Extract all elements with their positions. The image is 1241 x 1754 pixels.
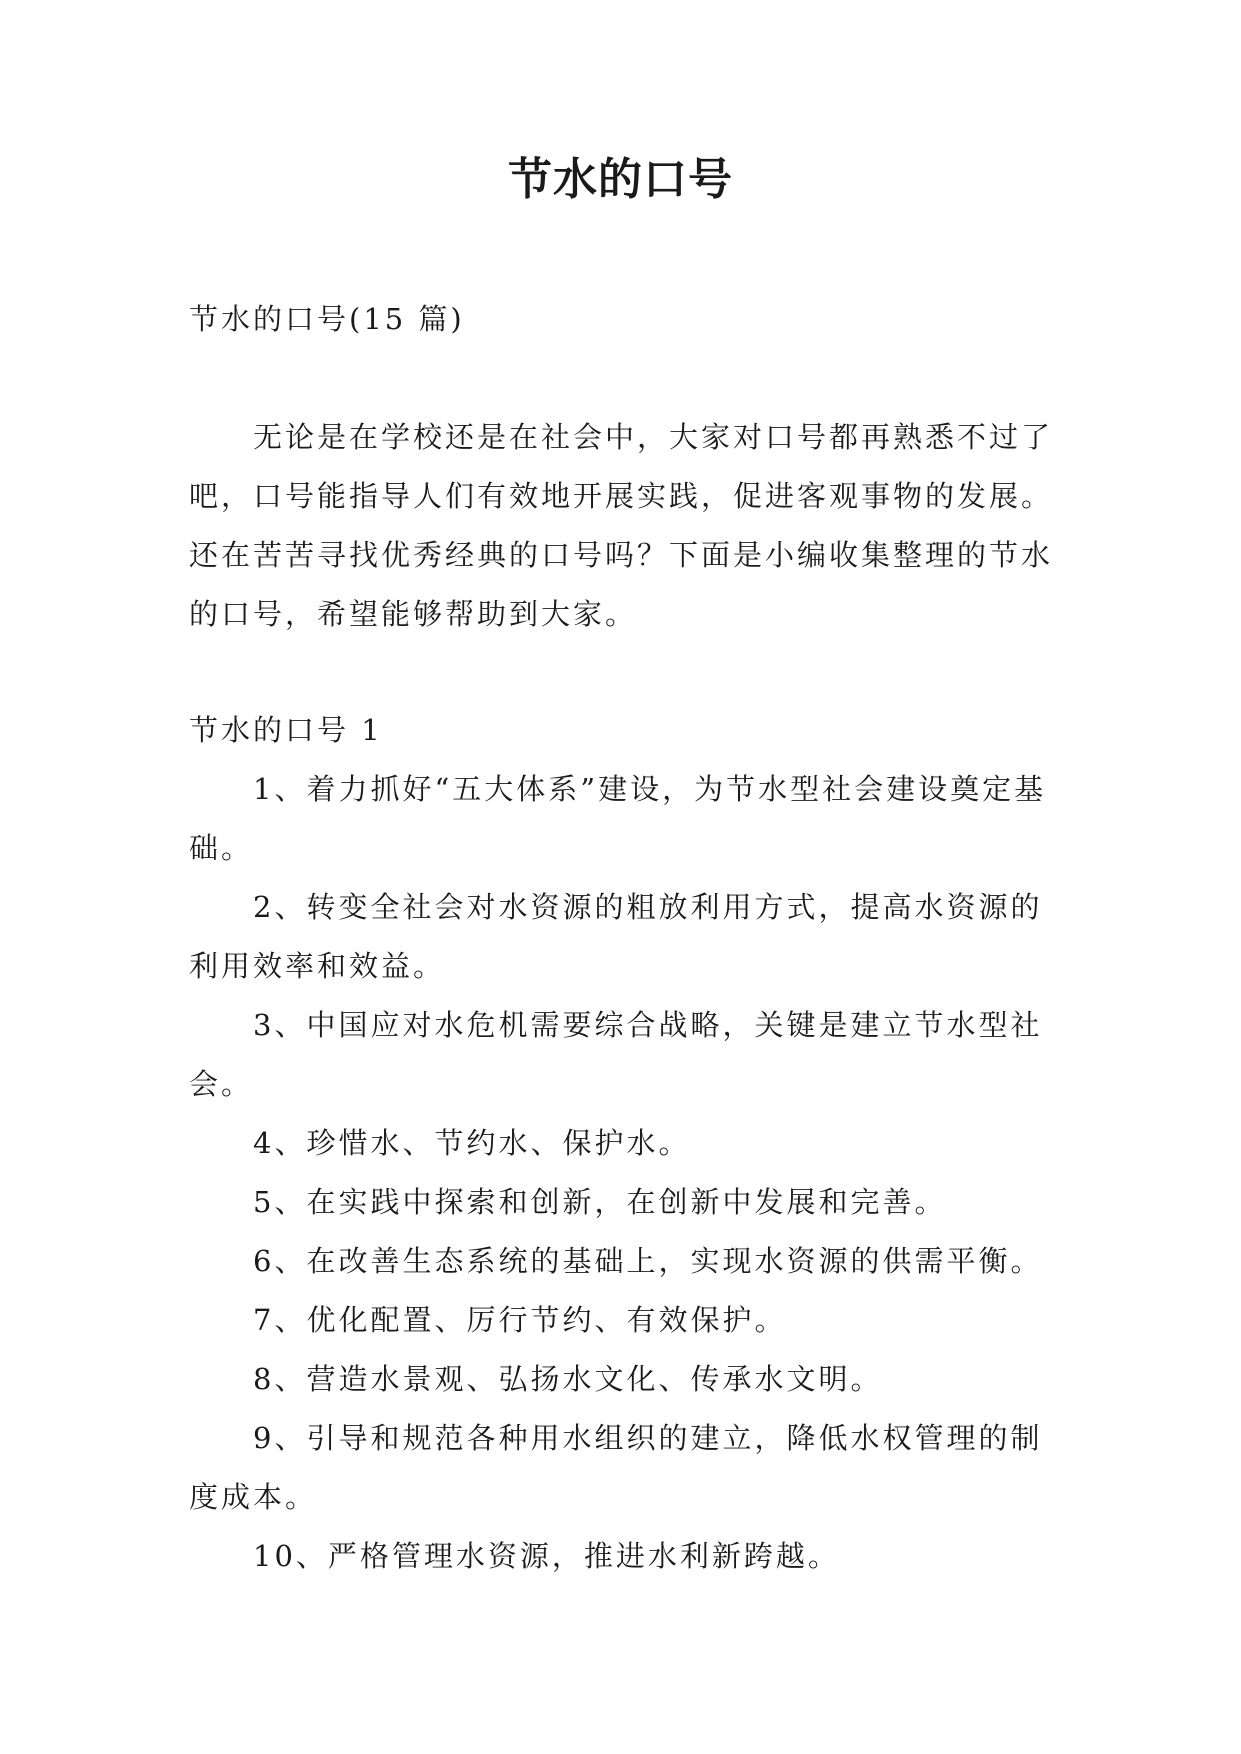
section-heading: 节水的口号 1 [189, 713, 383, 747]
slogan-item-4: 4、珍惜水、节约水、保护水。 [253, 1126, 691, 1160]
slogan-item-7: 7、优化配置、厉行节约、有效保护。 [253, 1303, 787, 1337]
document-title: 节水的口号 [508, 154, 733, 205]
slogan-item-3: 3、中国应对水危机需要综合战略，关键是建立节水型社会。 [189, 1008, 1043, 1101]
document-body [189, 290, 1069, 1586]
slogan-item-9: 9、引导和规范各种用水组织的建立，降低水权管理的制度成本。 [189, 1421, 1043, 1514]
document-subtitle: 节水的口号(15 篇) [189, 302, 465, 336]
slogan-item-1: 1、着力抓好“五大体系”建设，为节水型社会建设奠定基础。 [189, 772, 1047, 865]
slogan-item-8: 8、营造水景观、弘扬水文化、传承水文明。 [253, 1362, 883, 1396]
slogan-item-5: 5、在实践中探索和创新，在创新中发展和完善。 [253, 1185, 947, 1219]
intro-paragraph: 无论是在学校还是在社会中，大家对口号都再熟悉不过了吧，口号能指导人们有效地开展实践，促进客观事物的发展。还在苦苦寻找优秀经典的口号吗？下面是小编收集整理的节水的口号，希望能够帮助到大家。 [189, 420, 1054, 631]
slogan-item-10: 10、严格管理水资源，推进水利新跨越。 [253, 1539, 840, 1573]
slogan-item-6: 6、在改善生态系统的基础上，实现水资源的供需平衡。 [253, 1244, 1043, 1278]
slogan-item-2: 2、转变全社会对水资源的粗放利用方式，提高水资源的利用效率和效益。 [189, 890, 1043, 983]
